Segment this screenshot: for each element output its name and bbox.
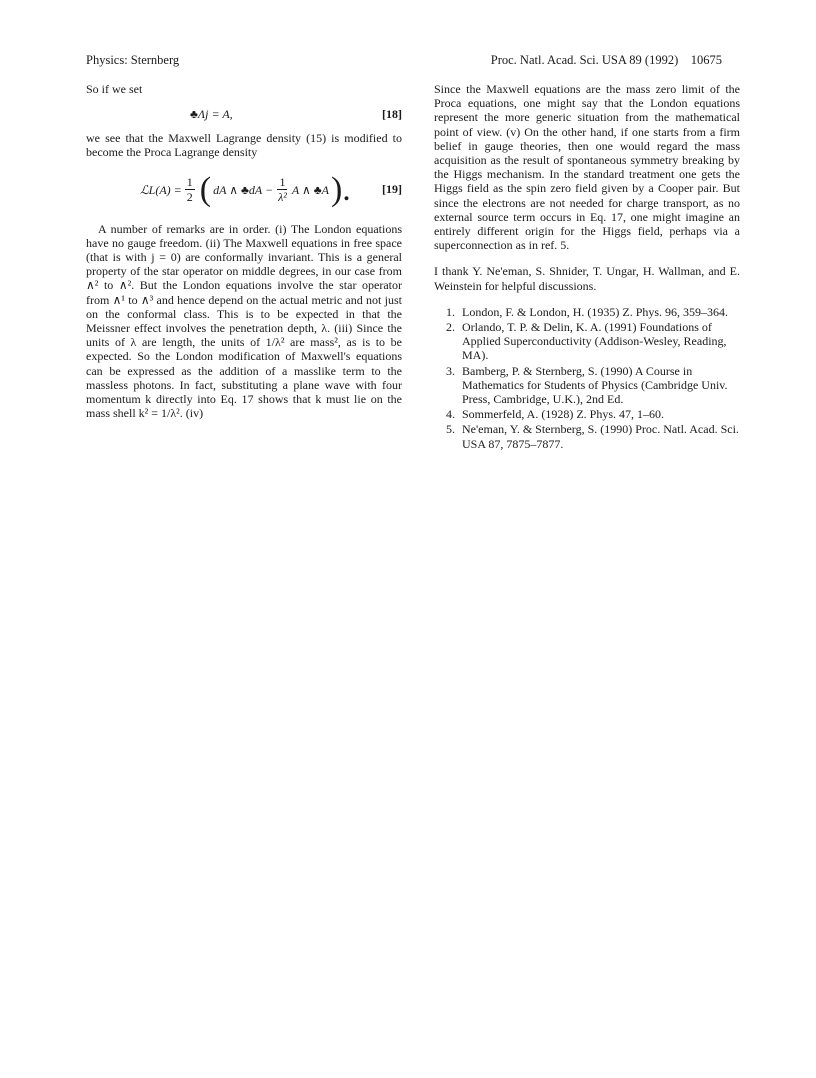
- equation-18-number: [18]: [382, 107, 402, 122]
- reference-item: [434, 407, 740, 421]
- fraction-numerator: 1: [186, 175, 193, 190]
- fraction-numerator: 1: [279, 175, 286, 190]
- reference-text: Ne'eman, Y. & Sternberg, S. (1990) Proc. Natl. Acad. Sci. USA 87, 7875–7877.: [462, 422, 739, 451]
- reference-item: [434, 320, 740, 363]
- running-header-section: Physics: Sternberg: [86, 53, 180, 67]
- close-parenthesis: ).: [330, 170, 351, 208]
- reference-text: Bamberg, P. & Sternberg, S. (1990) A Course in Mathematics for Students of Physics (Cambridge Univ. Press, Cambridge, U.K.), 2nd Ed.: [462, 363, 728, 407]
- after-eq18-text: we see that the Maxwell Lagrange density (15) is modified to become the Proca Lagrange density: [86, 131, 402, 160]
- reference-number: 5.: [446, 422, 455, 437]
- page-number: 10675: [690, 53, 722, 67]
- reference-item: [434, 305, 740, 319]
- intro-text: So if we set: [86, 82, 143, 96]
- equation-19-expression: [140, 168, 353, 212]
- reference-item: [434, 422, 740, 450]
- acknowledgment: I thank Y. Ne'eman, S. Shnider, T. Ungar, H. Wallman, and E. Weinstein for helpful discussions.: [434, 264, 740, 293]
- equation-18: [86, 105, 402, 125]
- reference-number: 1.: [446, 304, 455, 319]
- open-parenthesis: (: [199, 170, 212, 208]
- running-header-journal: [491, 52, 722, 68]
- continuation-paragraph: Since the Maxwell equations are the mass zero limit of the Proca equations, one might say that the London equations represent the more generic situation from the mathematical point of view. (v) On the other hand, if one starts from a firm belief in gauge theories, then one would regard the mass acquisition as the result of spontaneous symmetry breaking by the Higgs mechanism. In the standard treatment one gets the Higgs field as the spin zero field given by a Cooper pair. But since the electrons are not needed for charge transport, as no external source term occurs in Eq. 17, one might imagine an entirely different origin for the Higgs field, perhaps via a superconnection as in ref. 5.: [434, 82, 740, 253]
- equation-18-expression: ♣Λj = A,: [190, 107, 233, 122]
- fraction-one-half: [185, 175, 195, 204]
- reference-number: 4.: [446, 407, 455, 422]
- equation-19-term2: A ∧ ♣A: [291, 182, 329, 197]
- fraction-denominator: 2: [186, 190, 193, 205]
- reference-item: [434, 364, 740, 407]
- equation-19-number: [19]: [382, 181, 402, 196]
- equation-19: [86, 168, 402, 212]
- journal-citation: Proc. Natl. Acad. Sci. USA 89 (1992): [490, 53, 679, 67]
- remarks-paragraph: A number of remarks are in order. (i) The London equations have no gauge freedom. (ii) The Maxwell equations in free space (that is with j = 0) are conformally invariant. This is a general property of the star operator on middle degrees, in our case from ∧² to ∧². But the London equations involve the star operator from ∧¹ to ∧³ and hence depend on the actual metric and not just on the conformal class. This is to be expected in that the Meissner effect involves the penetration depth, λ. (iii) Since the units of λ are length, the units of 1/λ² are mass², as is to be expected. So the London modification of Maxwell's equations can be expressed as the addition of a masslike term to the massless photons. In fact, substituting a plane wave with four momentum k directly into Eq. 17 shows that k must lie on the mass shell k² = 1/λ². (iv): [86, 221, 402, 421]
- reference-list: [434, 305, 740, 451]
- left-column: [86, 82, 402, 420]
- reference-number: 3.: [446, 363, 455, 378]
- reference-text: Sommerfeld, A. (1928) Z. Phys. 47, 1–60.: [462, 407, 664, 422]
- fraction-denominator: λ²: [278, 190, 287, 205]
- equation-19-term1: dA ∧ ♣dA −: [213, 182, 274, 197]
- reference-number: 2.: [446, 320, 455, 335]
- fraction-inverse-lambda-squared: [276, 175, 289, 204]
- equation-19-lhs: ℒL(A) =: [140, 182, 182, 197]
- reference-text: London, F. & London, H. (1935) Z. Phys. 96, 359–364.: [462, 304, 729, 319]
- right-column: [434, 82, 740, 452]
- reference-text: Orlando, T. P. & Delin, K. A. (1991) Foundations of Applied Superconductivity (Addison-Wesley, Reading, MA).: [462, 320, 727, 363]
